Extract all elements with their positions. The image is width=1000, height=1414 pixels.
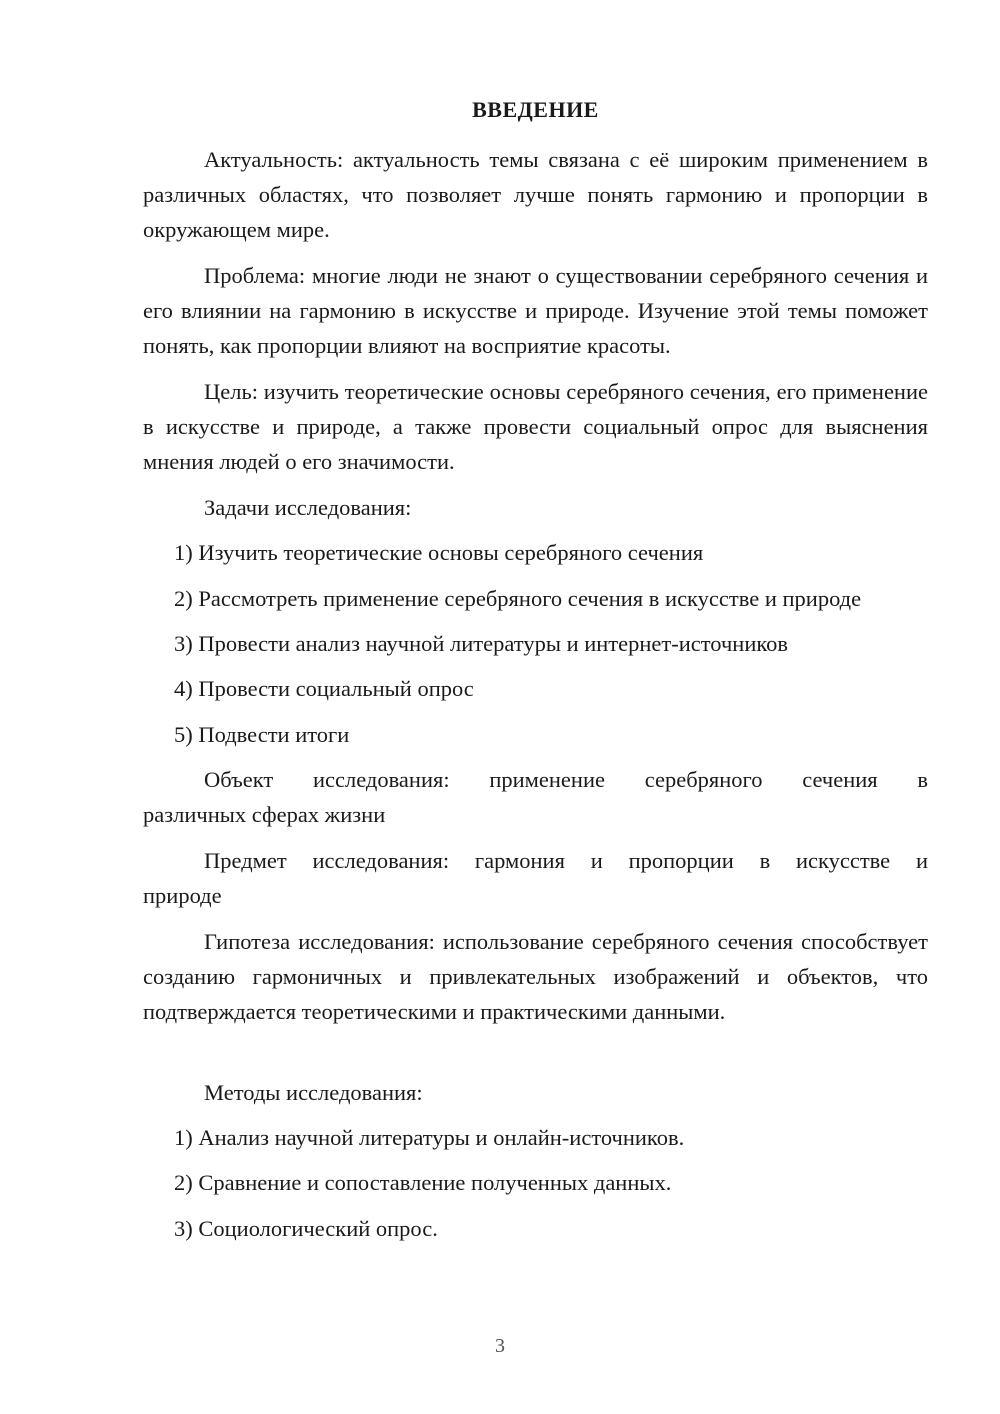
method-item: 3) Социологический опрос. [174,1216,438,1241]
task-item: 1) Изучить теоретические основы серебряного сечения [174,540,704,565]
problem-paragraph: Проблема: многие люди не знают о существовании серебряного сечения и его влиянии на гармонию в искусстве и природе. Изучение этой темы поможет понять, как пропорции влияют на восприятие красоты. [143,263,928,358]
goal-paragraph: Цель: изучить теоретические основы серебряного сечения, его применение в искусстве и природе, а также провести социальный опрос для выяснения мнения людей о его значимости. [143,379,928,474]
task-item: 3) Провести анализ научной литературы и интернет-источников [174,631,789,656]
method-item: 1) Анализ научной литературы и онлайн-источников. [174,1125,685,1150]
page-title: ВВЕДЕНИЕ [472,97,599,122]
subject-paragraph-line1: Предмет исследования: гармония и пропорции в искусстве и [204,848,928,873]
subject-paragraph-line2: природе [143,883,222,908]
method-item: 2) Сравнение и сопоставление полученных данных. [174,1170,672,1195]
page-number: 3 [495,1335,505,1357]
task-item: 2) Рассмотреть применение серебряного сечения в искусстве и природе [174,586,862,611]
tasks-heading: Задачи исследования: [204,495,412,520]
task-item: 5) Подвести итоги [174,722,350,747]
task-item: 4) Провести социальный опрос [174,676,474,701]
hypothesis-paragraph: Гипотеза исследования: использование серебряного сечения способствует созданию гармоничных и привлекательных изображений и объектов, что подтверждается теоретическими и практическими данными. [143,929,928,1024]
methods-heading: Методы исследования: [204,1080,423,1105]
relevance-paragraph: Актуальность: актуальность темы связана с её широким применением в различных областях, что позволяет лучше понять гармонию и пропорции в окружающем мире. [143,147,928,242]
object-paragraph-line1: Объект исследования: применение серебряного сечения в [204,767,928,792]
object-paragraph-line2: различных сферах жизни [143,802,386,827]
